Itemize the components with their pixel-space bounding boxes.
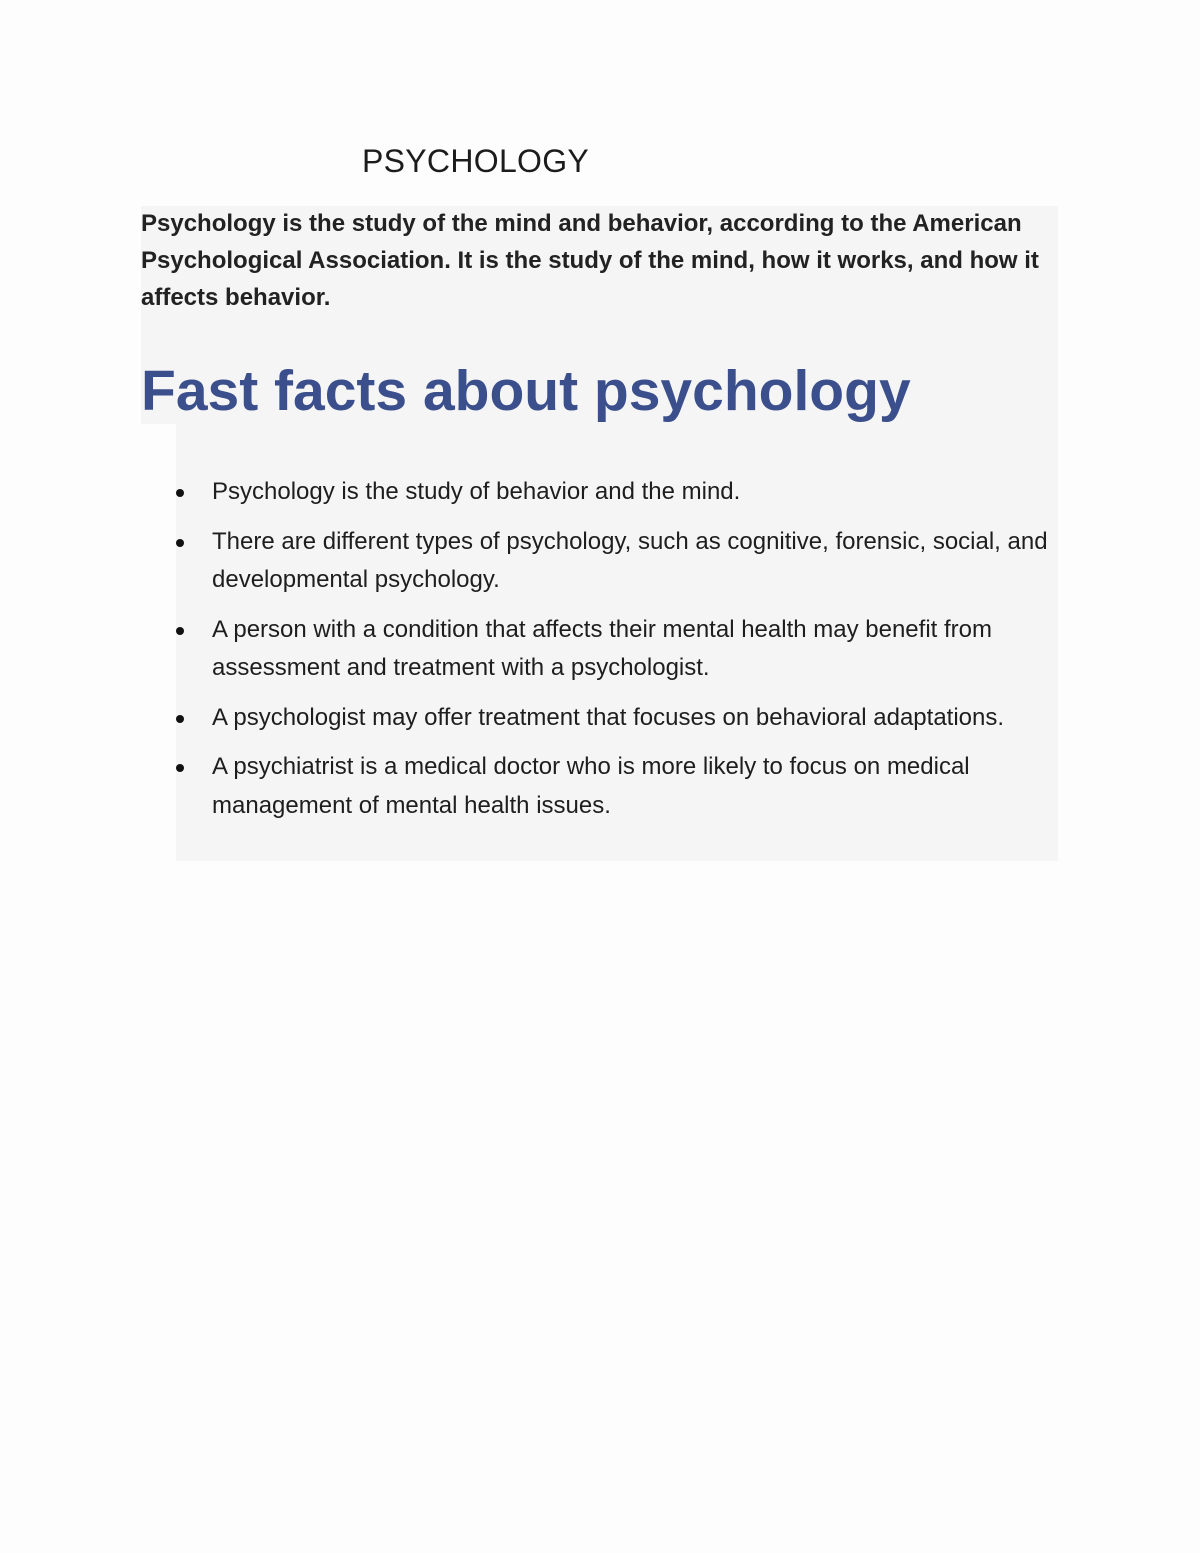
list-item-text: A psychiatrist is a medical doctor who is more likely to focus on medical management of mental health issues. <box>212 753 970 819</box>
list-item-text: Psychology is the study of behavior and the mind. <box>212 478 741 505</box>
list-item-text: A person with a condition that affects their mental health may benefit from assessment and treatment with a psychologist. <box>212 615 992 681</box>
bullet-icon <box>176 715 184 723</box>
list-item <box>176 523 1056 600</box>
bullet-icon <box>176 539 184 547</box>
bullet-icon <box>176 627 184 635</box>
list-item-text: A psychologist may offer treatment that focuses on behavioral adaptations. <box>212 703 1005 731</box>
bullet-icon <box>176 489 184 497</box>
list-item <box>176 611 1056 688</box>
section-heading: Fast facts about psychology <box>141 359 911 423</box>
bullet-icon <box>176 764 184 772</box>
document-title: PSYCHOLOGY <box>362 143 590 179</box>
list-item <box>176 699 1056 738</box>
list-item <box>176 748 1056 825</box>
list-item <box>176 473 1056 512</box>
list-item-text: There are different types of psychology, such as cognitive, forensic, social, and developmental psychology. <box>212 527 1048 593</box>
intro-paragraph: Psychology is the study of the mind and behavior, according to the American Psychological Association. It is the study of the mind, how it works, and how it affects behavior. <box>141 210 1039 311</box>
facts-list <box>176 473 1056 836</box>
